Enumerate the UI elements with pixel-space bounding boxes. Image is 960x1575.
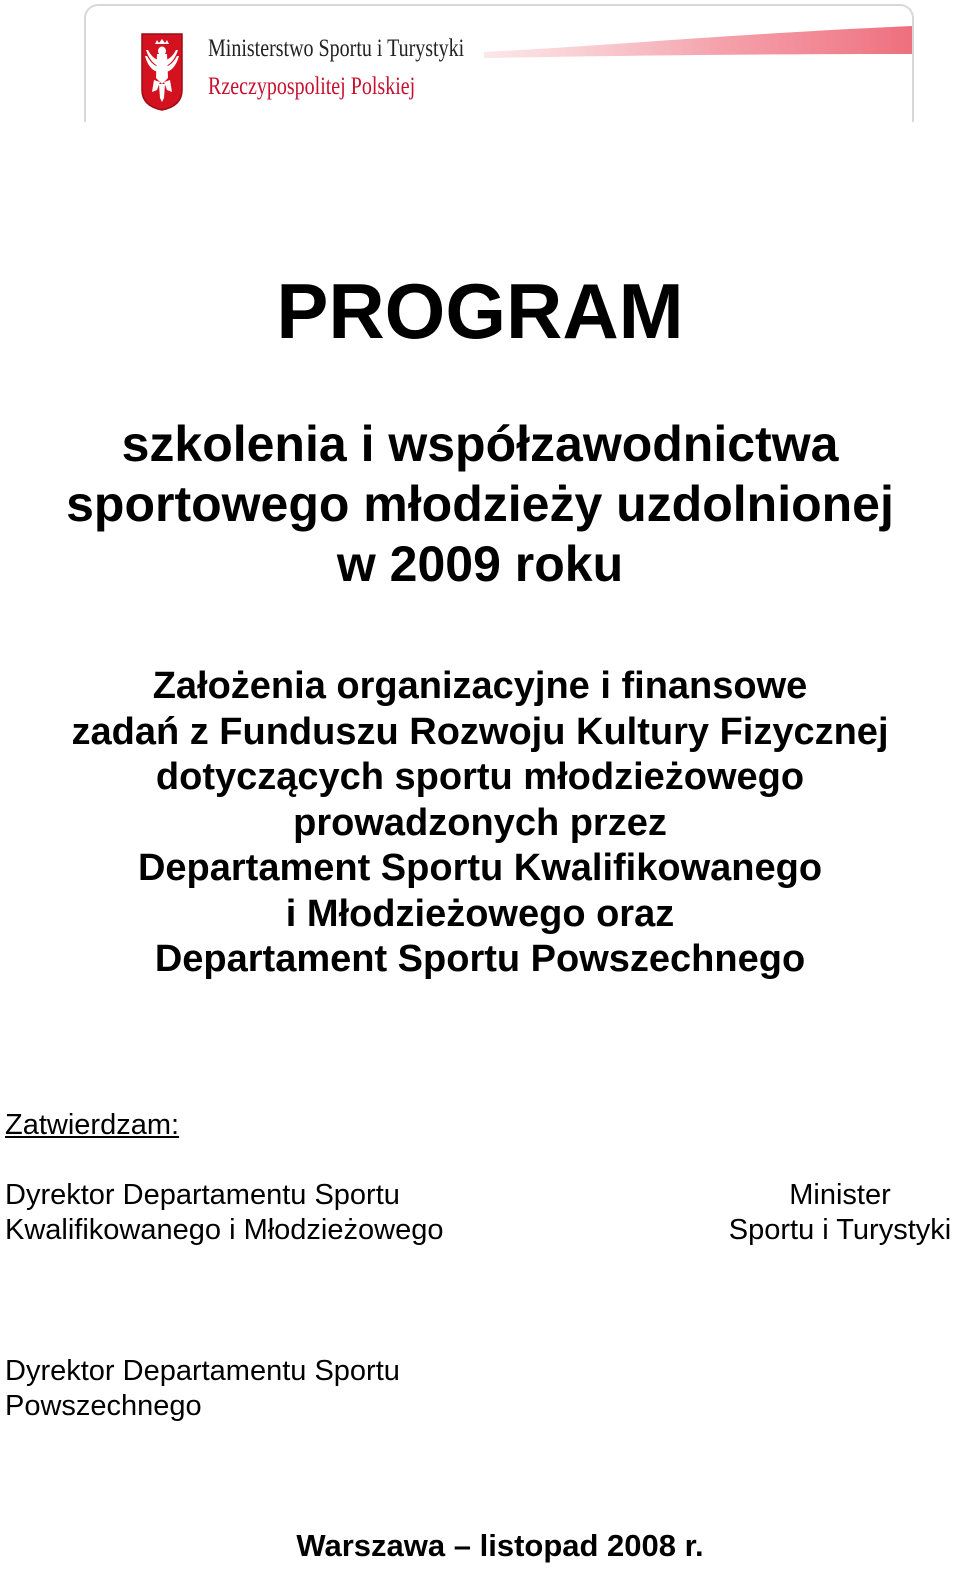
signatory-minister <box>720 1178 960 1248</box>
document-title: PROGRAM <box>276 267 684 355</box>
assumptions-line: Departament Sportu Powszechnego <box>154 938 806 980</box>
header-red-stripe <box>484 24 912 58</box>
assumptions-line: Założenia organizacyjne i finansowe <box>152 665 808 707</box>
document-subtitle <box>0 414 960 594</box>
subtitle-line: w 2009 roku <box>336 536 624 592</box>
subtitle-line: szkolenia i współzawodnictwa <box>121 416 839 472</box>
assumptions-line: prowadzonych przez <box>293 801 667 844</box>
polish-eagle-emblem-icon <box>140 32 184 112</box>
assumptions-line: dotyczących sportu młodzieżowego <box>155 756 805 798</box>
signatory-line: Powszechnego <box>5 1390 202 1422</box>
signatory-line: Dyrektor Departamentu Sportu <box>5 1355 400 1387</box>
ministry-country: Rzeczypospolitej Polskiej <box>208 73 416 100</box>
signatory-director-general-sport <box>5 1354 400 1424</box>
signatory-director-qualified-sport <box>5 1178 443 1248</box>
subtitle-line: sportowego młodzieży uzdolnionej <box>66 476 894 532</box>
place-and-date: Warszawa – listopad 2008 r. <box>296 1528 704 1563</box>
approval-label: Zatwierdzam: <box>5 1109 180 1141</box>
signatory-line: Kwalifikowanego i Młodzieżowego <box>5 1214 444 1246</box>
signatory-line: Sportu i Turystyki <box>728 1214 952 1246</box>
assumptions-block <box>0 664 960 983</box>
signatory-line: Minister <box>789 1179 891 1211</box>
assumptions-line: i Młodzieżowego oraz <box>285 892 675 935</box>
assumptions-line: zadań z Funduszu Rozwoju Kultury Fizycznej <box>71 710 889 753</box>
ministry-header-banner <box>84 4 914 122</box>
signatory-line: Dyrektor Departamentu Sportu <box>5 1179 400 1211</box>
ministry-name: Ministerstwo Sportu i Turystyki <box>208 35 465 62</box>
assumptions-line: Departament Sportu Kwalifikowanego <box>137 847 823 889</box>
